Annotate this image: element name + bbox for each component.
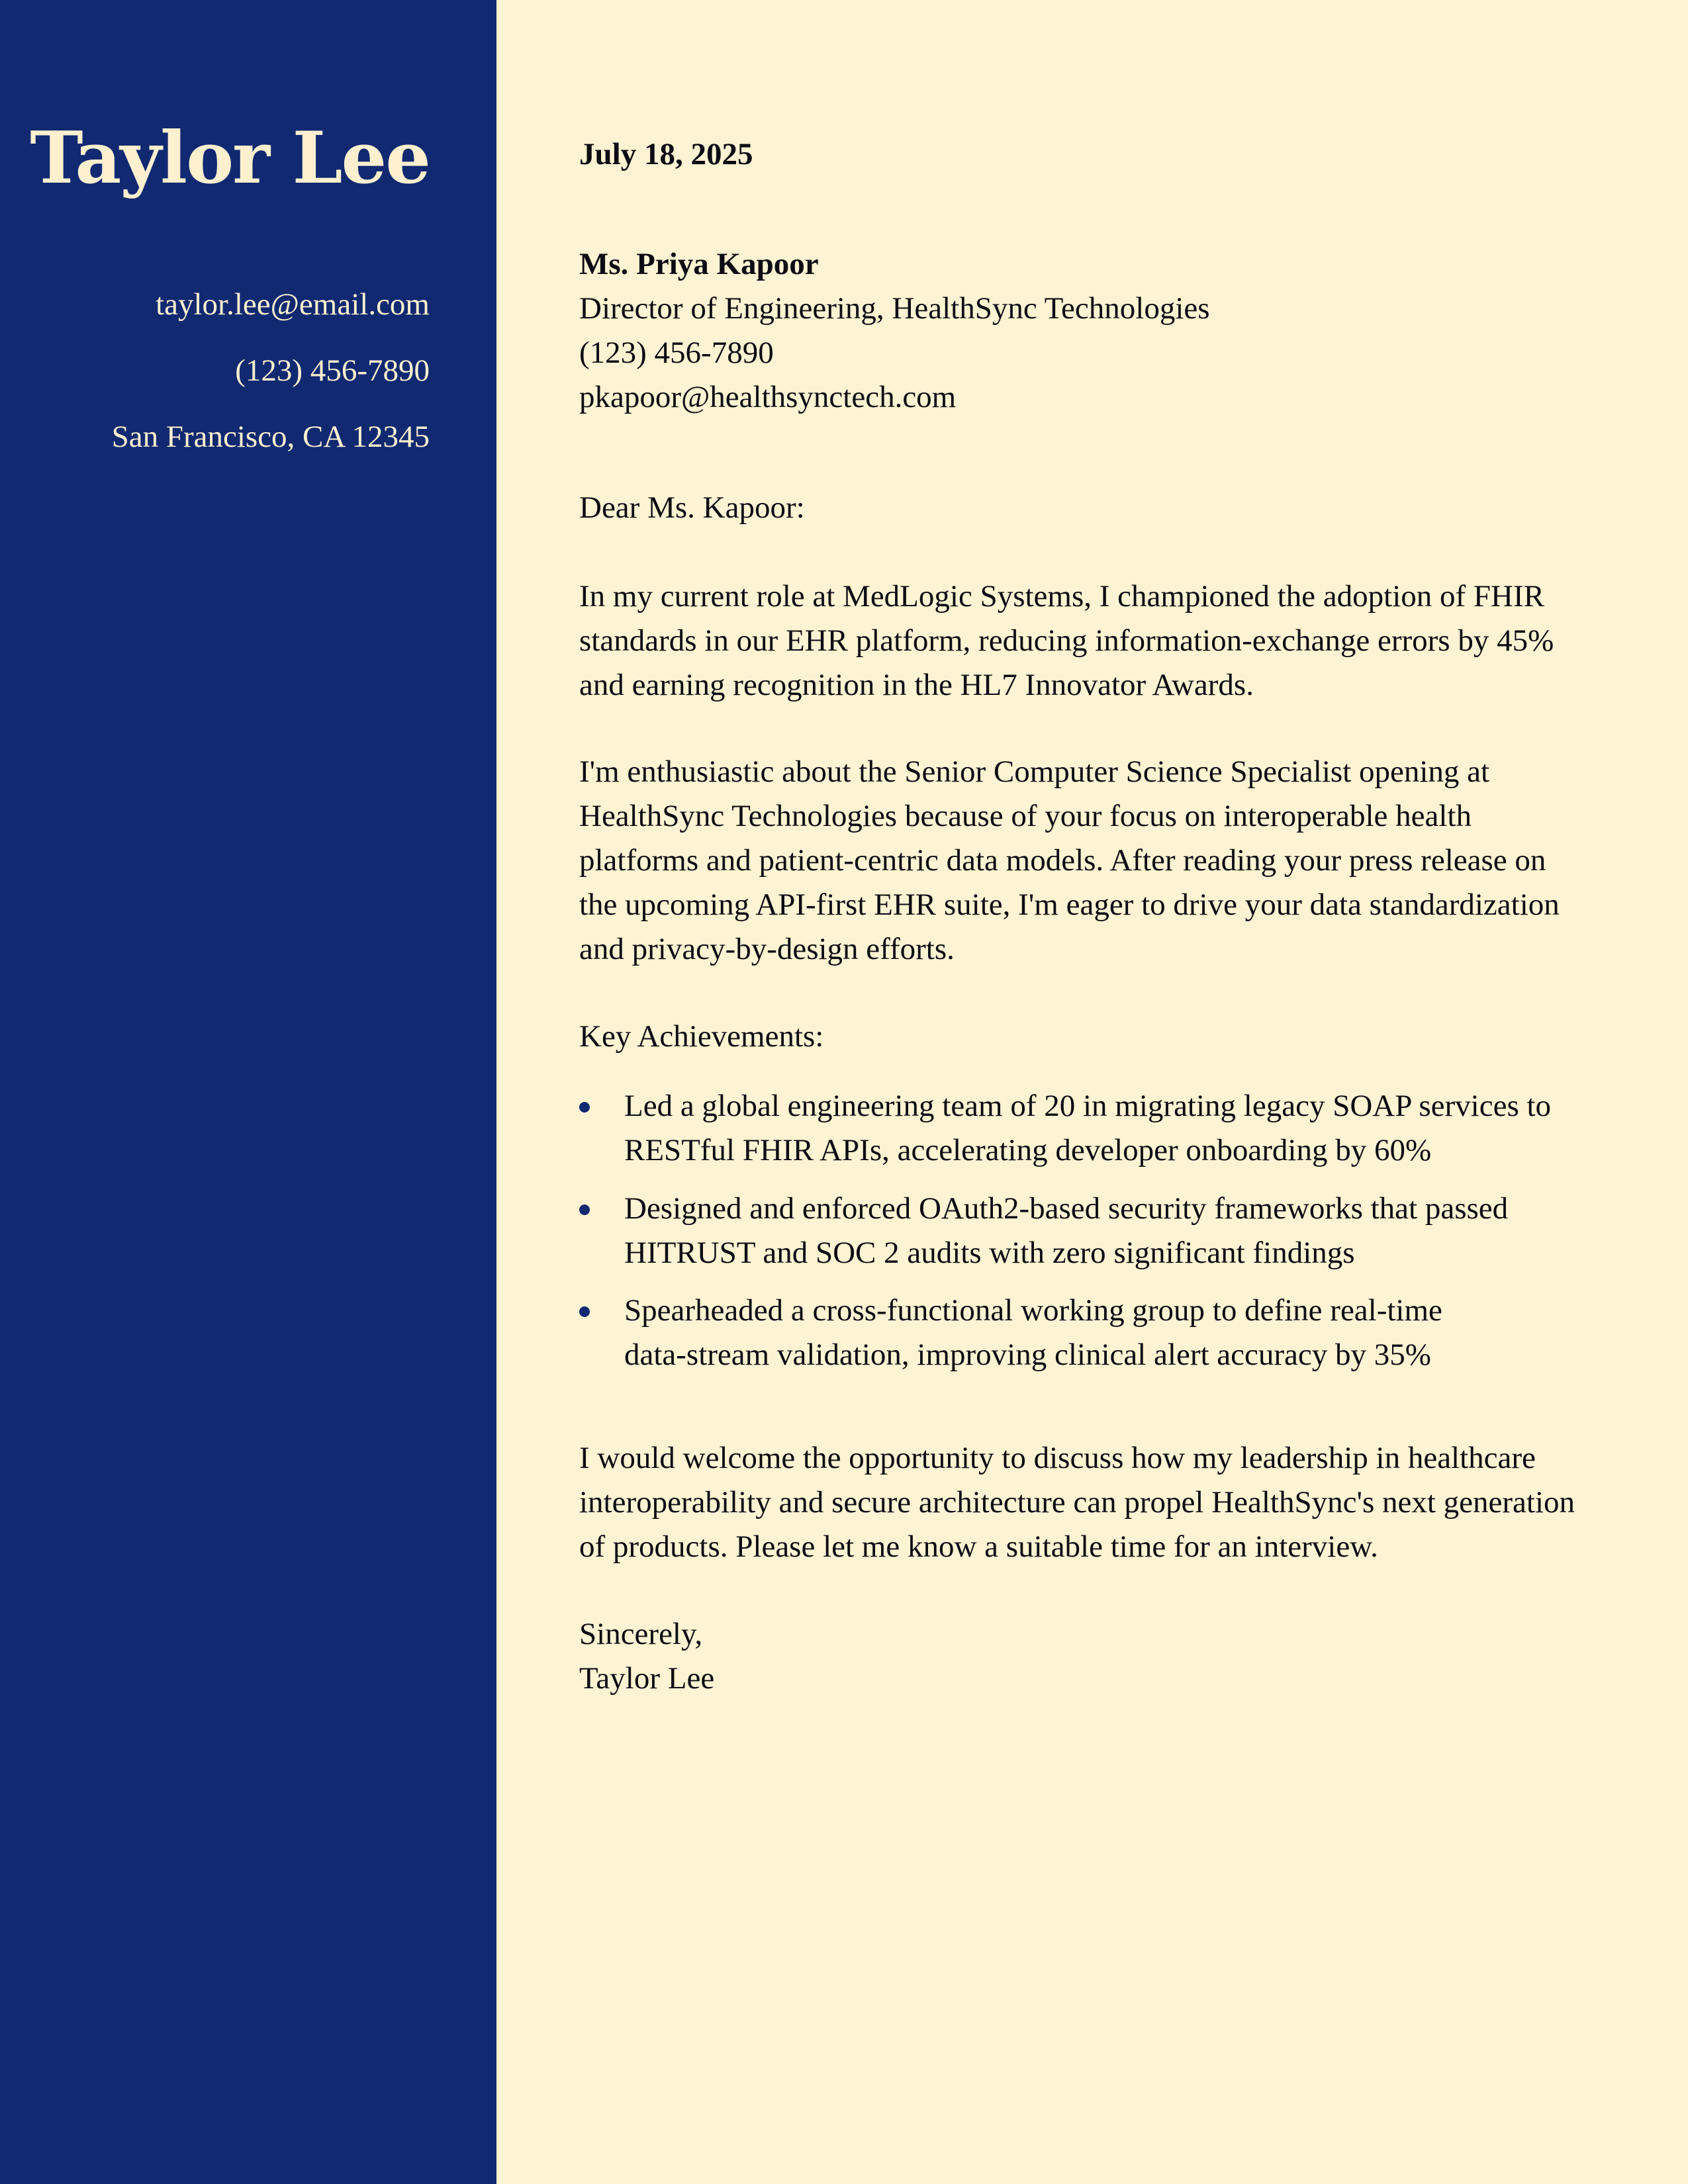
closing: Sincerely, [579,1617,703,1651]
list-item-line: Led a global engineering team of 20 in migrating legacy SOAP services to [624,1089,1552,1123]
list-item-line: Spearheaded a cross-functional working group to define real-time [624,1293,1442,1328]
sender-phone: (123) 456-7890 [235,353,430,388]
paragraph-line: In my current role at MedLogic Systems, I championed the adoption of FHIR [579,579,1544,614]
recipient-title: Director of Engineering, HealthSync Technologies [579,291,1210,326]
bullet-icon [579,1205,590,1215]
recipient-name: Ms. Priya Kapoor [579,247,819,281]
paragraph-line: and privacy-by-design efforts. [579,932,955,966]
list-item-line: RESTful FHIR APIs, accelerating developer onboarding by 60% [624,1133,1432,1167]
list-item-line: data-stream validation, improving clinical alert accuracy by 35% [624,1338,1431,1372]
achievements-heading: Key Achievements: [579,1019,824,1054]
paragraph-line: standards in our EHR platform, reducing information-exchange errors by 45% [579,623,1554,658]
list-item-line: HITRUST and SOC 2 audits with zero significant findings [624,1236,1355,1270]
sender-name: Taylor Lee [30,116,430,200]
paragraph-line: the upcoming API-first EHR suite, I'm eager to drive your data standardization [579,887,1560,922]
paragraph-line: I would welcome the opportunity to discuss how my leadership in healthcare [579,1441,1536,1475]
recipient-email: pkapoor@healthsynctech.com [579,380,957,414]
paragraph-line: platforms and patient-centric data models. After reading your press release on [579,843,1546,878]
bullet-icon [579,1102,590,1113]
letter-date: July 18, 2025 [579,137,753,171]
paragraph-line: HealthSync Technologies because of your focus on interoperable health [579,799,1472,833]
salutation: Dear Ms. Kapoor: [579,490,805,525]
paragraph-line: I'm enthusiastic about the Senior Computer Science Specialist opening at [579,754,1490,789]
sender-email: taylor.lee@email.com [156,287,430,322]
bullet-icon [579,1306,590,1317]
list-item-line: Designed and enforced OAuth2-based security frameworks that passed [624,1191,1509,1226]
paragraph-line: interoperability and secure architecture can propel HealthSync's next generation [579,1485,1575,1520]
signature: Taylor Lee [579,1661,715,1696]
sender-location: San Francisco, CA 12345 [111,420,430,454]
recipient-phone: (123) 456-7890 [579,336,774,370]
paragraph-line: of products. Please let me know a suitable time for an interview. [579,1529,1378,1564]
paragraph-line: and earning recognition in the HL7 Innovator Awards. [579,668,1254,702]
sidebar [0,0,496,2184]
